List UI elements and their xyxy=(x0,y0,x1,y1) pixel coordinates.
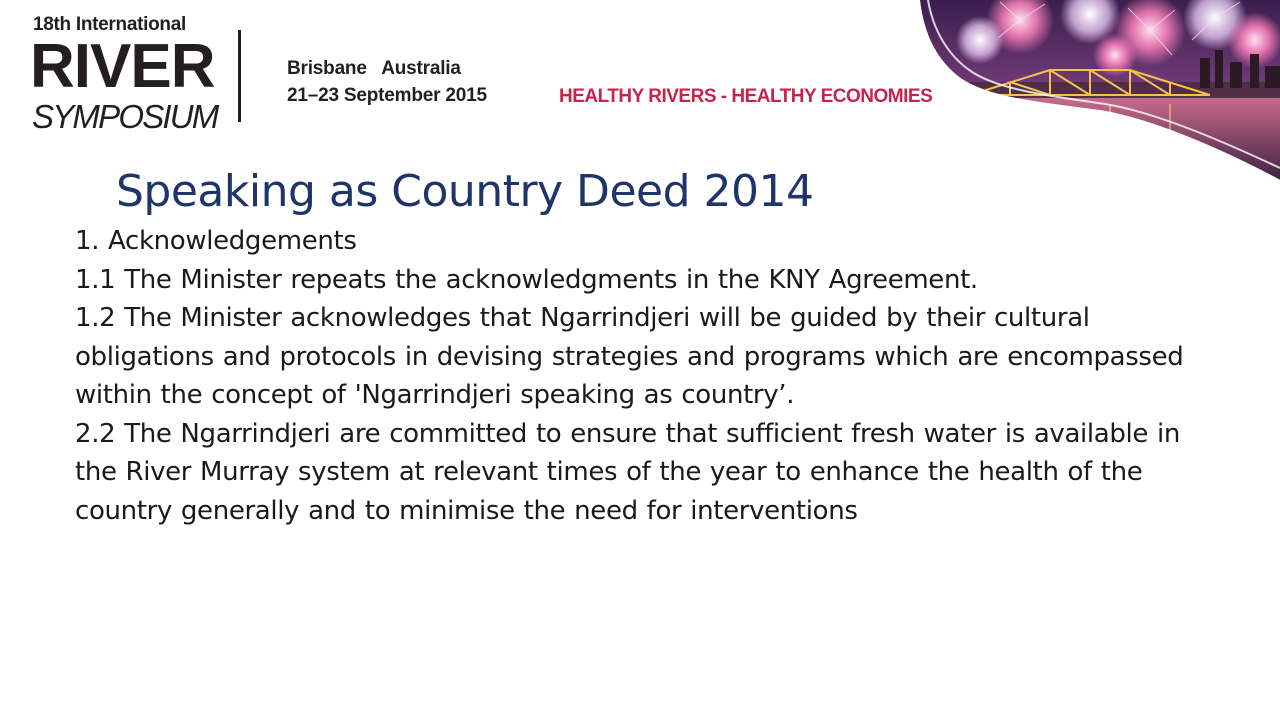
slide-body xyxy=(75,222,1215,530)
paragraph-1-2: 1.2 The Minister acknowledges that Ngarrindjeri will be guided by their cultural obligations and protocols in devising strategies and programs which are encompassed within the concept of 'Ngarrindjeri speaking as country’. xyxy=(75,303,1184,410)
paragraph-1-1: 1.1 The Minister repeats the acknowledgments in the KNY Agreement. xyxy=(75,264,978,295)
event-location: Brisbane Australia xyxy=(287,58,461,79)
logo-divider xyxy=(238,30,241,122)
tagline: HEALTHY RIVERS - HEALTHY ECONOMIES xyxy=(559,86,933,107)
logo-main-word: RIVER xyxy=(30,32,215,101)
event-dates: 21–23 September 2015 xyxy=(287,85,487,106)
logo-sub-word: SYMPOSIUM xyxy=(32,98,218,135)
slide-title: Speaking as Country Deed 2014 xyxy=(116,166,814,217)
fireworks-over-bridge-photo xyxy=(900,0,1280,182)
logo-top-line: 18th International xyxy=(33,14,186,35)
paragraph-acknowledgements-heading: 1. Acknowledgements xyxy=(75,226,357,256)
paragraph-2-2: 2.2 The Ngarrindjeri are committed to ensure that sufficient fresh water is available in the River Murray system at relevant times of the year to enhance the health of the country generally and to minimise the need for interventions xyxy=(75,418,1180,526)
